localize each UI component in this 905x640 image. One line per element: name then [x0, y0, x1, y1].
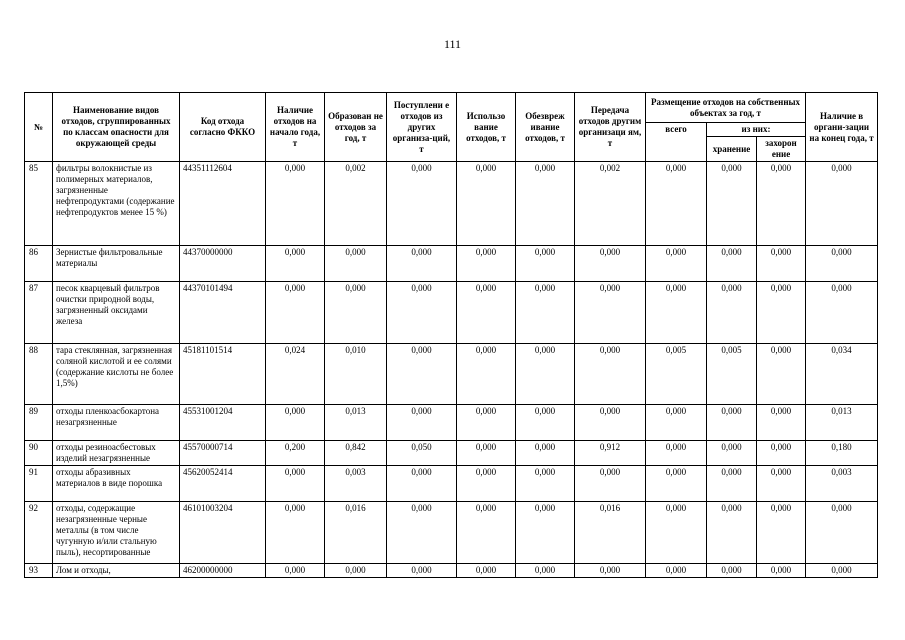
- header-name: Наименование видов отходов, сгруппированных по классам опасности для окружающей среды: [53, 93, 180, 162]
- value-end: 0,000: [806, 502, 878, 564]
- value-formed: 0,842: [325, 441, 387, 466]
- header-code: Код отхода согласно ФККО: [180, 93, 266, 162]
- value-formed: 0,002: [325, 162, 387, 246]
- fkko-code: 46101003204: [180, 502, 266, 564]
- table-row: [25, 162, 878, 246]
- header-end: Наличие в органи-зации на конец года, т: [806, 93, 878, 162]
- value-start: 0,024: [266, 344, 325, 405]
- waste-name: тара стеклянная, загрязненная соляной кислотой и ее солями (содержание кислоты не более 1,5%): [53, 344, 180, 405]
- header-used: Использо вание отходов, т: [457, 93, 516, 162]
- value-burial: 0,000: [757, 441, 806, 466]
- value-neutralized: 0,000: [516, 344, 575, 405]
- value-neutralized: 0,000: [516, 246, 575, 282]
- value-formed: 0,013: [325, 405, 387, 441]
- value-burial: 0,000: [757, 564, 806, 578]
- value-start: 0,000: [266, 282, 325, 344]
- value-total: 0,000: [646, 246, 707, 282]
- value-transferred: 0,002: [575, 162, 646, 246]
- value-neutralized: 0,000: [516, 162, 575, 246]
- header-burial: захорон ение: [757, 137, 806, 162]
- table-row: [25, 502, 878, 564]
- value-burial: 0,000: [757, 246, 806, 282]
- value-used: 0,000: [457, 502, 516, 564]
- value-neutralized: 0,000: [516, 502, 575, 564]
- header-total: всего: [646, 123, 707, 162]
- value-start: 0,000: [266, 246, 325, 282]
- value-used: 0,000: [457, 282, 516, 344]
- value-formed: 0,000: [325, 282, 387, 344]
- value-total: 0,000: [646, 564, 707, 578]
- value-total: 0,005: [646, 344, 707, 405]
- value-used: 0,000: [457, 466, 516, 502]
- value-used: 0,000: [457, 344, 516, 405]
- value-storage: 0,000: [707, 162, 757, 246]
- value-used: 0,000: [457, 564, 516, 578]
- value-received: 0,000: [387, 344, 457, 405]
- value-transferred: 0,000: [575, 282, 646, 344]
- value-transferred: 0,016: [575, 502, 646, 564]
- value-received: 0,000: [387, 564, 457, 578]
- value-neutralized: 0,000: [516, 282, 575, 344]
- fkko-code: 45620052414: [180, 466, 266, 502]
- header-transferred: Передача отходов другим организаци ям, т: [575, 93, 646, 162]
- value-received: 0,000: [387, 405, 457, 441]
- header-start: Наличие отходов на начало года, т: [266, 93, 325, 162]
- value-neutralized: 0,000: [516, 466, 575, 502]
- fkko-code: 44370000000: [180, 246, 266, 282]
- value-end: 0,003: [806, 466, 878, 502]
- header-formed: Образован не отходов за год, т: [325, 93, 387, 162]
- header-neutralized: Обезвреж ивание отходов, т: [516, 93, 575, 162]
- table-row: [25, 282, 878, 344]
- waste-table: [24, 92, 878, 578]
- waste-name: отходы абразивных материалов в виде порошка: [53, 466, 180, 502]
- table-row: [25, 466, 878, 502]
- value-formed: 0,000: [325, 564, 387, 578]
- value-used: 0,000: [457, 405, 516, 441]
- value-used: 0,000: [457, 246, 516, 282]
- value-start: 0,000: [266, 466, 325, 502]
- value-end: 0,000: [806, 246, 878, 282]
- row-number: 91: [25, 466, 53, 502]
- row-number: 85: [25, 162, 53, 246]
- value-total: 0,000: [646, 502, 707, 564]
- value-burial: 0,000: [757, 162, 806, 246]
- header-no: №: [25, 93, 53, 162]
- value-total: 0,000: [646, 441, 707, 466]
- value-start: 0,000: [266, 162, 325, 246]
- value-end: 0,013: [806, 405, 878, 441]
- value-formed: 0,016: [325, 502, 387, 564]
- value-neutralized: 0,000: [516, 441, 575, 466]
- value-end: 0,000: [806, 282, 878, 344]
- value-neutralized: 0,000: [516, 564, 575, 578]
- value-storage: 0,000: [707, 441, 757, 466]
- row-number: 87: [25, 282, 53, 344]
- value-formed: 0,000: [325, 246, 387, 282]
- waste-name: песок кварцевый фильтров очистки природной воды, загрязненный оксидами железа: [53, 282, 180, 344]
- header-placement: Размещение отходов на собственных объектах за год, т: [646, 93, 806, 123]
- waste-name: отходы резиноасбестовых изделий незагрязненные: [53, 441, 180, 466]
- fkko-code: 45181101514: [180, 344, 266, 405]
- value-received: 0,000: [387, 282, 457, 344]
- value-burial: 0,000: [757, 344, 806, 405]
- value-end: 0,034: [806, 344, 878, 405]
- fkko-code: 44351112604: [180, 162, 266, 246]
- value-neutralized: 0,000: [516, 405, 575, 441]
- value-received: 0,000: [387, 502, 457, 564]
- value-transferred: 0,000: [575, 246, 646, 282]
- value-storage: 0,005: [707, 344, 757, 405]
- page-number: 111: [443, 37, 462, 51]
- row-number: 86: [25, 246, 53, 282]
- value-total: 0,000: [646, 405, 707, 441]
- value-transferred: 0,912: [575, 441, 646, 466]
- value-used: 0,000: [457, 162, 516, 246]
- value-received: 0,000: [387, 466, 457, 502]
- value-total: 0,000: [646, 466, 707, 502]
- header-storage: хранение: [707, 137, 757, 162]
- value-storage: 0,000: [707, 564, 757, 578]
- row-number: 88: [25, 344, 53, 405]
- value-total: 0,000: [646, 162, 707, 246]
- value-transferred: 0,000: [575, 344, 646, 405]
- value-burial: 0,000: [757, 405, 806, 441]
- value-total: 0,000: [646, 282, 707, 344]
- value-start: 0,000: [266, 564, 325, 578]
- waste-name: Лом и отходы,: [53, 564, 180, 578]
- value-received: 0,000: [387, 246, 457, 282]
- value-storage: 0,000: [707, 405, 757, 441]
- row-number: 93: [25, 564, 53, 578]
- value-transferred: 0,000: [575, 405, 646, 441]
- value-formed: 0,003: [325, 466, 387, 502]
- waste-name: отходы, содержащие незагрязненные черные металлы (в том числе чугунную и/или стальную пыль), несортированные: [53, 502, 180, 564]
- waste-name: отходы пленкоасбокартона незагрязненные: [53, 405, 180, 441]
- value-storage: 0,000: [707, 246, 757, 282]
- value-start: 0,200: [266, 441, 325, 466]
- value-transferred: 0,000: [575, 564, 646, 578]
- value-used: 0,000: [457, 441, 516, 466]
- table-row: [25, 246, 878, 282]
- value-received: 0,050: [387, 441, 457, 466]
- value-storage: 0,000: [707, 502, 757, 564]
- table-header: [25, 93, 878, 162]
- waste-name: фильтры волокнистые из полимерных материалов, загрязненные нефтепродуктами (содержание нефтепродуктов менее 15 %): [53, 162, 180, 246]
- table-row: [25, 564, 878, 578]
- table-body: [25, 162, 878, 578]
- fkko-code: 45531001204: [180, 405, 266, 441]
- value-formed: 0,010: [325, 344, 387, 405]
- table-row: [25, 405, 878, 441]
- row-number: 92: [25, 502, 53, 564]
- value-received: 0,000: [387, 162, 457, 246]
- waste-name: Зернистые фильтровальные материалы: [53, 246, 180, 282]
- fkko-code: 46200000000: [180, 564, 266, 578]
- value-start: 0,000: [266, 405, 325, 441]
- row-number: 89: [25, 405, 53, 441]
- value-burial: 0,000: [757, 282, 806, 344]
- value-end: 0,000: [806, 162, 878, 246]
- value-burial: 0,000: [757, 466, 806, 502]
- row-number: 90: [25, 441, 53, 466]
- fkko-code: 44370101494: [180, 282, 266, 344]
- value-start: 0,000: [266, 502, 325, 564]
- table-row: [25, 441, 878, 466]
- value-end: 0,000: [806, 564, 878, 578]
- table-row: [25, 344, 878, 405]
- value-end: 0,180: [806, 441, 878, 466]
- fkko-code: 45570000714: [180, 441, 266, 466]
- value-transferred: 0,000: [575, 466, 646, 502]
- header-received: Поступлени е отходов из других организа-ций, т: [387, 93, 457, 162]
- value-burial: 0,000: [757, 502, 806, 564]
- value-storage: 0,000: [707, 466, 757, 502]
- value-storage: 0,000: [707, 282, 757, 344]
- header-of-them: из них:: [707, 123, 806, 137]
